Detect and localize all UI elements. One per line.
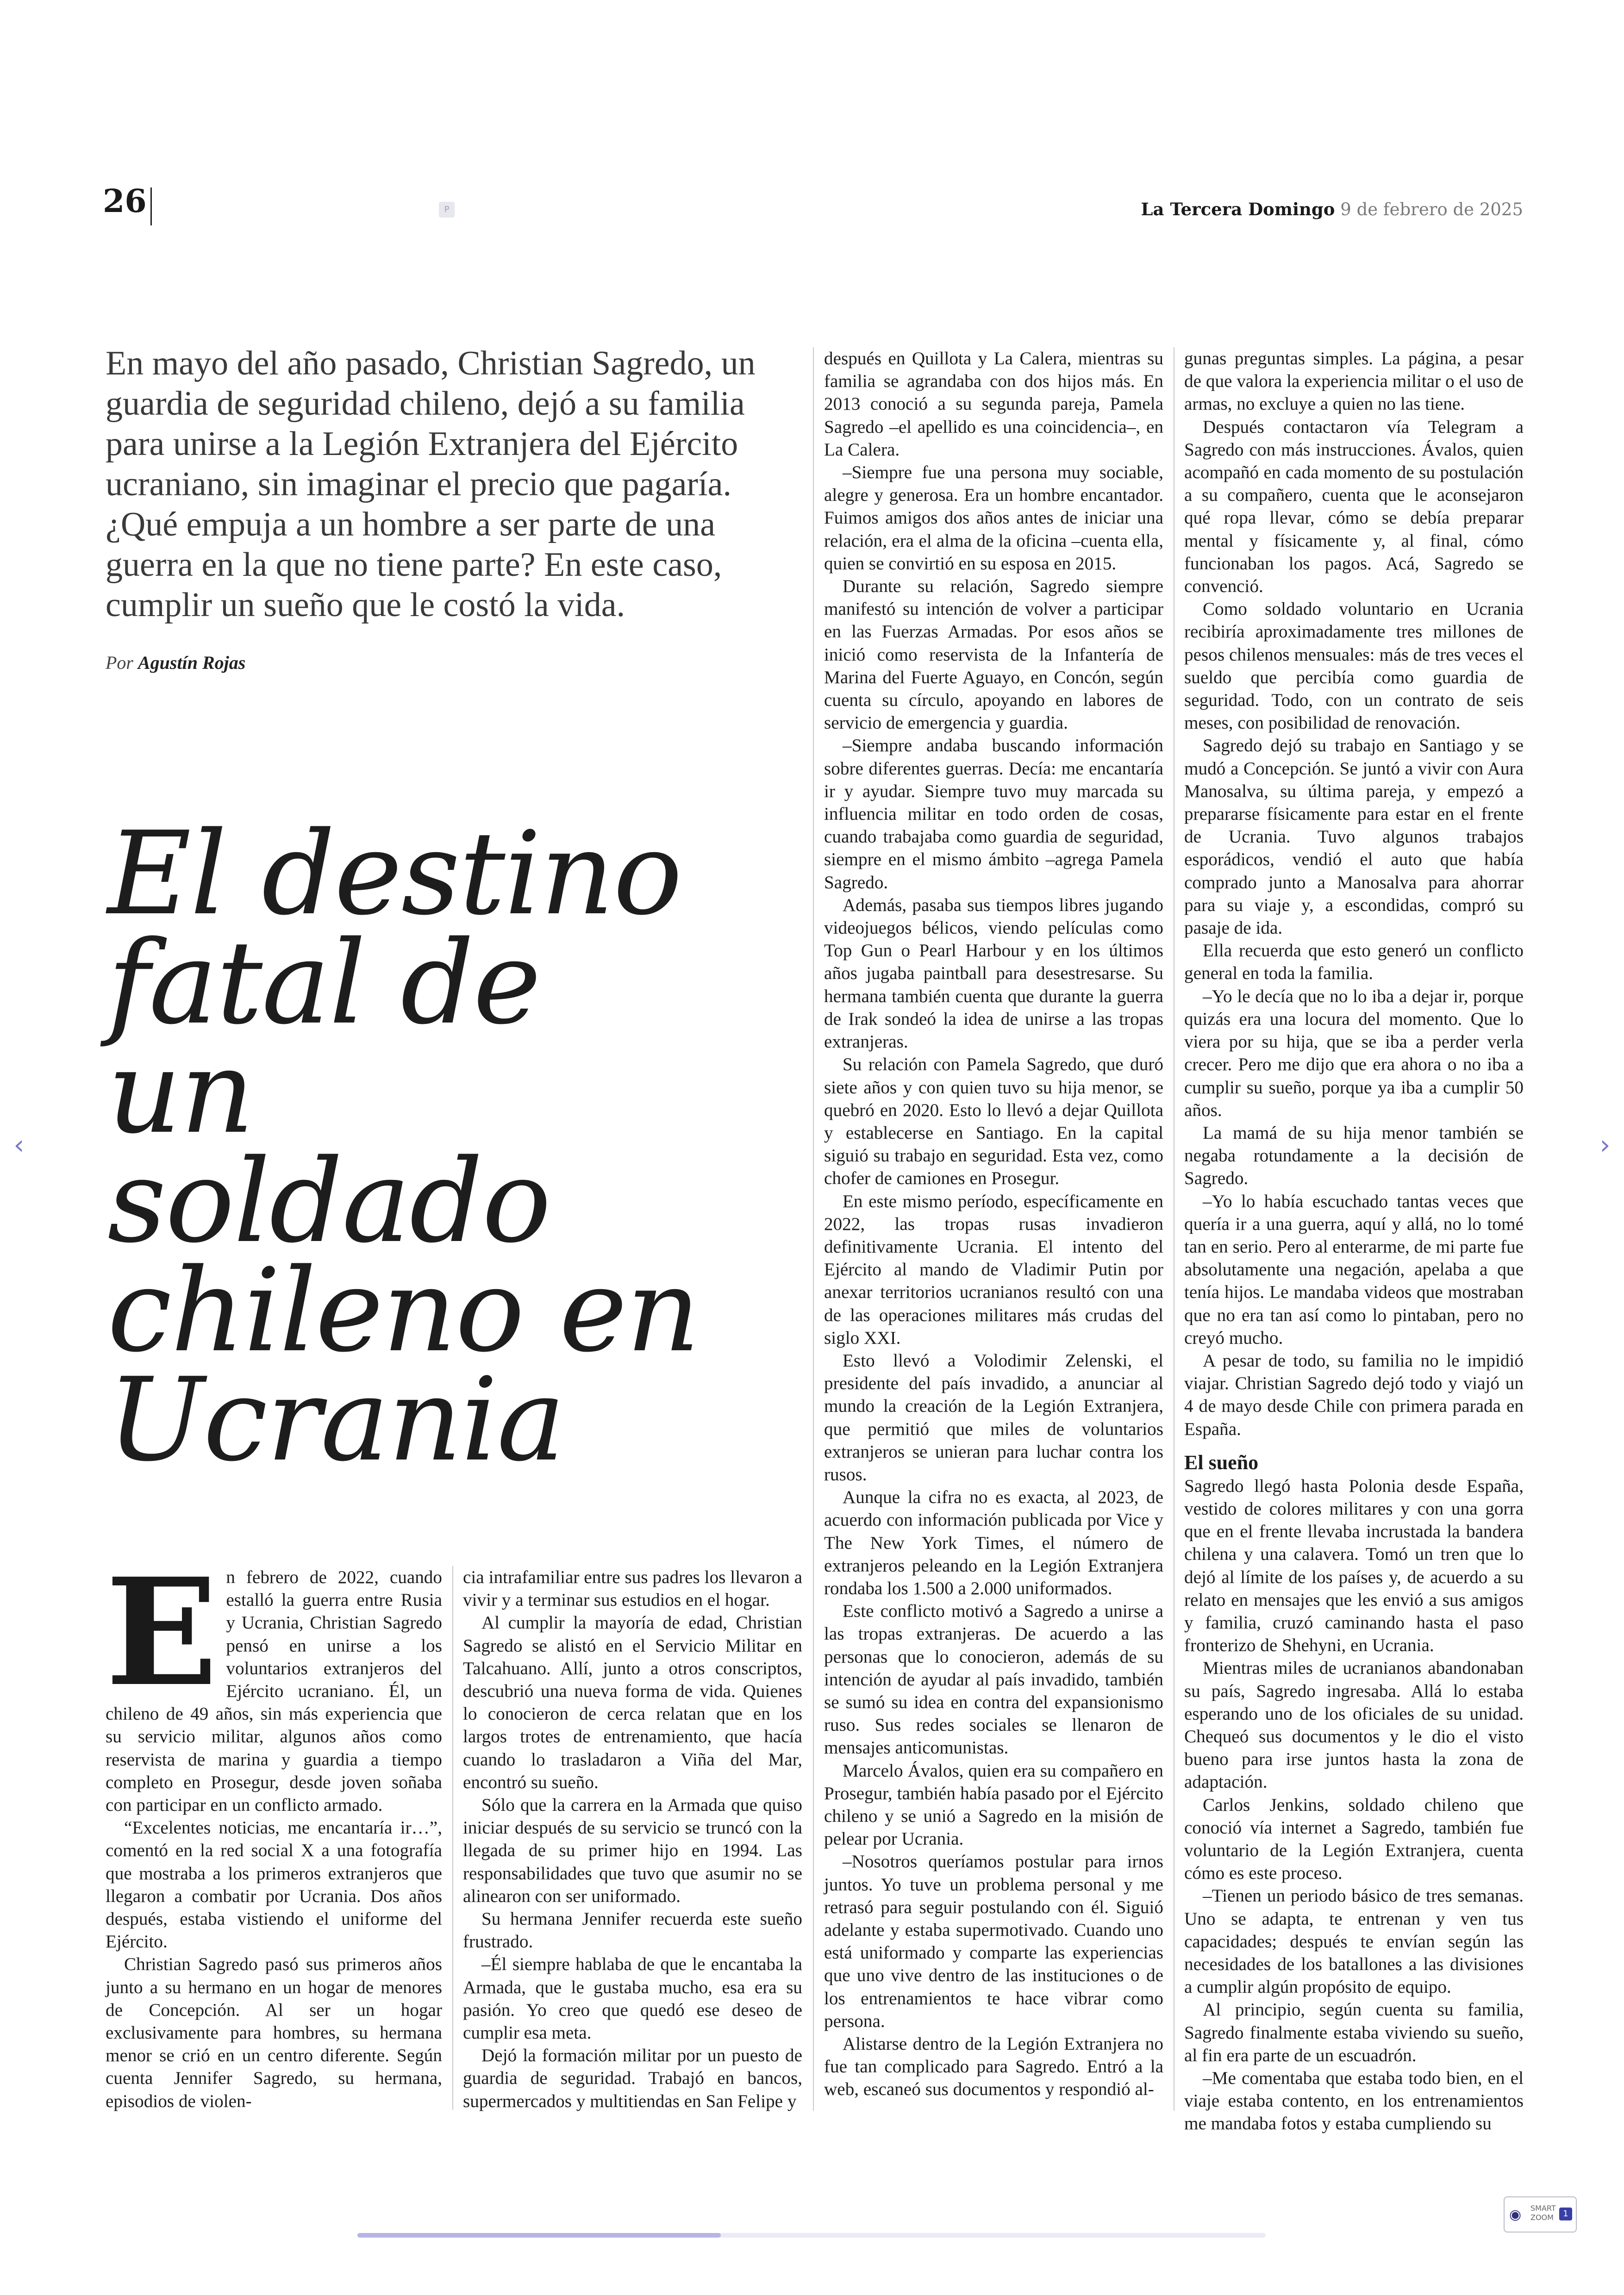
publication-date: 9 de febrero de 2025 [1340, 200, 1523, 219]
paragraph: La mamá de su hija menor también se negaba rotundamente a la decisión de Sagredo. [1184, 1123, 1524, 1189]
paragraph: Marcelo Ávalos, quien era su compañero en Prosegur, también había pasado por el Ejército chileno y se unió a Sagredo en la misión de pelear por Ucrania. [824, 1760, 1163, 1849]
paragraph: Carlos Jenkins, soldado chileno que conoció vía internet a Sagredo, también fue voluntario de la Legión Extranjera, cuenta cómo es este proceso. [1184, 1795, 1524, 1883]
article-column-2 [463, 1566, 802, 2113]
paragraph: –Siempre fue una persona muy sociable, alegre y generosa. Era un hombre encantador. Fuimos amigos dos años antes de iniciar una relación, era el alma de la oficina –cuenta ella, quien se convirtió en su esposa en 2015. [824, 462, 1163, 574]
paragraph: Durante su relación, Sagredo siempre manifestó su intención de volver a participar en las Fuerzas Armadas. Por esos años se inició como reservista de la Infantería de Marina del Fuerte Aguayo, en Concón, según cuenta su círculo, apoyando en labores de servicio de emergencia y guardia. [824, 576, 1163, 733]
paragraph: –Yo le decía que no lo iba a dejar ir, porque quizás era una locura del momento. Que lo viera por su hija, que se iba a perder verla crecer. Pero me dijo que era ahora o no iba a cumplir su sueño, porque ya iba a cumplir 50 años. [1184, 986, 1524, 1120]
paragraph [106, 1546, 442, 1816]
paragraph: Dejó la formación militar por un puesto de guardia de seguridad. Trabajó en bancos, supermercados y multitiendas en San Felipe y [463, 2046, 802, 2111]
paragraph: Su hermana Jennifer recuerda este sueño frustrado. [463, 1909, 802, 1952]
byline-prefix: Por [106, 652, 133, 673]
paragraph: “Excelentes noticias, me encantaría ir…”, comentó en la red social X a una fotografía que mostraba a los primeros extranjeros que llegaron a combatir por Ucrania. Dos años después, estaba vistiendo el uniforme del Ejército. [106, 1818, 442, 1952]
paragraph: –Tienen un periodo básico de tres semanas. Uno se adapta, te entrenan y ven tus capacidades; después te envían según las necesidades de los batallones a las divisiones a cumplir algún propósito de equipo. [1184, 1886, 1524, 1997]
paragraph: Además, pasaba sus tiempos libres jugando videojuegos bélicos, viendo películas como Top Gun o Pearl Harbour y en los últimos años jugaba paintball para desestresarse. Su hermana también cuenta que durante la guerra de Irak sondeó la idea de unirse a las tropas extranjeras. [824, 895, 1163, 1052]
paragraph: después en Quillota y La Calera, mientras su familia se agrandaba con dos hijos más. En 2013 conoció a su segunda pareja, Pamela Sagredo –el apellido es una coincidencia–, en La Calera. [824, 349, 1163, 460]
eye-icon: ◉ [1509, 2207, 1522, 2223]
paragraph: –Él siempre hablaba de que le encantaba la Armada, que le gustaba mucho, esa era su pasión. Yo creo que quedó ese deseo de cumplir esa meta. [463, 1954, 802, 2043]
paragraph: cia intrafamiliar entre sus padres los llevaron a vivir y a terminar sus estudios en el hogar. [463, 1567, 802, 1610]
article-column-3 [824, 347, 1163, 2101]
smart-zoom-label-line2: ZOOM [1530, 2213, 1554, 2222]
smart-zoom-label-line1: SMART [1530, 2204, 1556, 2213]
page-number: 26 [103, 183, 147, 220]
header-divider [150, 187, 152, 225]
paragraph: Su relación con Pamela Sagredo, que duró siete años y con quien tuvo su hija menor, se quebró en 2020. Esto lo llevó a dejar Quillota y establecerse en Santiago. En la capital siguió su trabajo en seguridad. Esta vez, como chofer de camiones en Prosegur. [824, 1054, 1163, 1189]
next-page-icon[interactable]: › [1599, 1129, 1611, 1160]
paragraph: –Me comentaba que estaba todo bien, en el viaje estaba contento, en los entrenamientos me mandaba fotos y estaba cumpliendo su [1184, 2068, 1524, 2134]
paragraph: Ella recuerda que esto generó un conflicto general en toda la familia. [1184, 941, 1524, 984]
paragraph: En este mismo período, específicamente en 2022, las tropas rusas invadieron definitivamente Ucrania. El intento del Ejército al mando de Vladimir Putin por anexar territorios ucranianos resultó con una de las operaciones militares más crudas del siglo XXI. [824, 1191, 1163, 1348]
byline-author: Agustín Rojas [138, 652, 246, 673]
paragraph: –Siempre andaba buscando información sobre diferentes guerras. Decía: me encantaría ir y ayudar. Siempre tuvo muy marcada su influencia militar en todo orden de cosas, cuando trabajaba como guardia de seguridad, siempre en el mismo ámbito –agrega Pamela Sagredo. [824, 736, 1163, 892]
masthead [1141, 199, 1523, 219]
paragraph: Sólo que la carrera en la Armada que quiso iniciar después de su servicio se truncó con la llegada de su primer hijo en 1994. Las responsabilidades que tuvo que asumir no se alinearon con ser uniformado. [463, 1795, 802, 1906]
article-column-1 [106, 1546, 442, 2113]
paragraph: –Yo lo había escuchado tantas veces que quería ir a una guerra, aquí y allá, no lo tomé tan en serio. Pero al enterarme, de mi parte fue absolutamente una negación, apelaba a que tenía hijos. Le mandaba videos que mostraban que no era tan así como lo pintaban, pero no creyó mucho. [1184, 1191, 1524, 1348]
paragraph: Al principio, según cuenta su familia, Sagredo finalmente estaba viviendo su sueño, al fin era parte de un escuadrón. [1184, 2000, 1524, 2065]
paragraph: Después contactaron vía Telegram a Sagredo con más instrucciones. Ávalos, quien acompañó en cada momento de su postulación a su compañero, cuenta que le aconsejaron qué ropa llevar, cómo se debía preparar mental y físicamente y, al final, cómo funcionaban los pagos. Acá, Sagredo se convenció. [1184, 417, 1524, 597]
paragraph: A pesar de todo, su familia no le impidió viajar. Christian Sagredo dejó todo y viajó un 4 de mayo desde Chile con primera parada en España. [1184, 1350, 1524, 1439]
paragraph: gunas preguntas simples. La página, a pesar de que valora la experiencia militar o el uso de armas, no excluye a quien no las tiene. [1184, 349, 1524, 414]
publication-name: La Tercera Domingo [1141, 199, 1335, 219]
paragraph: Alistarse dentro de la Legión Extranjera no fue tan complicado para Sagredo. Entró a la web, escaneó sus documentos y respondió al- [824, 2034, 1163, 2100]
paragraph-text: n febrero de 2022, cuando estalló la guerra entre Rusia y Ucrania, Christian Sagredo pensó en unirse a los voluntarios extranjeros del Ejército ucraniano. Él, un chileno de 49 años, sin más experiencia que su servicio militar, algunos años como reservista de marina y guardia a tiempo completo en Prosegur, desde joven soñaba con participar en un conflicto armado. [106, 1567, 442, 1815]
section-subhead: El sueño [1184, 1451, 1259, 1474]
byline [106, 652, 245, 674]
paragraph: Mientras miles de ucranianos abandonaban su país, Sagredo ingresaba. Allá lo estaba esperando uno de los oficiales de su unidad. Chequeó sus documentos y le dio el visto bueno para irse juntos hasta la zona de adaptación. [1184, 1658, 1524, 1792]
paragraph: Aunque la cifra no es exacta, al 2023, de acuerdo con información publicada por Vice y The New York Times, el número de extranjeros peleando en la Legión Extranjera rondaba los 1.500 a 2.000 uniformados. [824, 1487, 1163, 1598]
article-lead: En mayo del año pasado, Christian Sagredo, un guardia de seguridad chileno, dejó a su familia para unirse a la Legión Extranjera del Ejército ucraniano, sin imaginar el precio que pagaría. ¿Qué empuja a un hombre a ser parte de una guerra en la que no tiene parte? En este caso, cumplir un sueño que le costó la vida. [106, 344, 756, 624]
smart-zoom-badge: 1 [1559, 2208, 1572, 2220]
previous-page-icon[interactable]: ‹ [13, 1129, 25, 1160]
column-divider [452, 1566, 453, 2110]
article-headline: El destino fatal de un soldado chileno en Ucrania [107, 807, 700, 1487]
paragraph: Christian Sagredo pasó sus primeros años junto a su hermano en un hogar de menores de Concepción. Al ser un hogar exclusivamente para hombres, su hermana menor se crió en un centro diferente. Según cuenta Jennifer Sagredo, su hermana, episodios de violen- [106, 1954, 442, 2111]
page-marker-icon: P [439, 202, 455, 218]
paragraph: Como soldado voluntario en Ucrania recibiría aproximadamente tres millones de pesos chilenos mensuales: más de tres veces el sueldo que percibía como guardia de seguridad. Todo, con un contrato de seis meses, con posibilidad de renovación. [1184, 599, 1524, 733]
smart-zoom-label [1530, 2204, 1556, 2222]
drop-cap: E [106, 1546, 218, 1719]
paragraph: –Nosotros queríamos postular para irnos juntos. Yo tuve un problema personal y me retrasó para seguir postulando con él. Siguió adelante y estaba supermotivado. Cuando uno está uniformado y comparte las experiencias que uno vive dentro de las instituciones o de los entrenamientos te hace vibrar como persona. [824, 1852, 1163, 2031]
paragraph: Al cumplir la mayoría de edad, Christian Sagredo se alistó en el Servicio Militar en Talcahuano. Allí, junto a otros conscriptos, descubrió una nueva forma de vida. Quienes lo conocieron de cerca relatan que en los largos trotes de entrenamiento, que hacía cuando lo trasladaron a Viña del Mar, encontró su sueño. [463, 1613, 802, 1792]
column-divider [813, 347, 814, 2111]
reading-progress-fill [357, 2233, 721, 2238]
smart-zoom-button[interactable] [1504, 2196, 1577, 2233]
paragraph: Sagredo llegó hasta Polonia desde España, vestido de colores militares y con una gorra que en el frente llevaba incrustada la bandera chilena y una calavera. Tomó un tren que lo dejó al límite de los países y, de acuerdo a su relato en mensajes que les envió a sus amigos y familia, cruzó caminando hasta el paso fronterizo de Shehyni, en Ucrania. [1184, 1476, 1524, 1656]
paragraph: Sagredo dejó su trabajo en Santiago y se mudó a Concepción. Se juntó a vivir con Aura Manosalva, su última pareja, y empezó a prepararse físicamente para estar en el frente de Ucrania. Tuvo algunos trabajos esporádicos, vendió el auto que había comprado junto a Manosalva para ahorrar para su viaje y, a escondidas, compró su pasaje de ida. [1184, 736, 1524, 938]
article-column-4 [1184, 347, 1524, 2135]
paragraph: Esto llevó a Volodimir Zelenski, el presidente del país invadido, a anunciar al mundo la creación de la Legión Extranjera, que permitió que miles de voluntarios extranjeros se unieran para luchar contra los rusos. [824, 1350, 1163, 1484]
paragraph: Este conflicto motivó a Sagredo a unirse a las tropas extranjeras. De acuerdo a las personas que lo conocieron, además de su intención de ayudar al país invadido, también se sumó su idea en contra del expansionismo ruso. Sus redes sociales se llenaron de mensajes anticomunistas. [824, 1601, 1163, 1758]
